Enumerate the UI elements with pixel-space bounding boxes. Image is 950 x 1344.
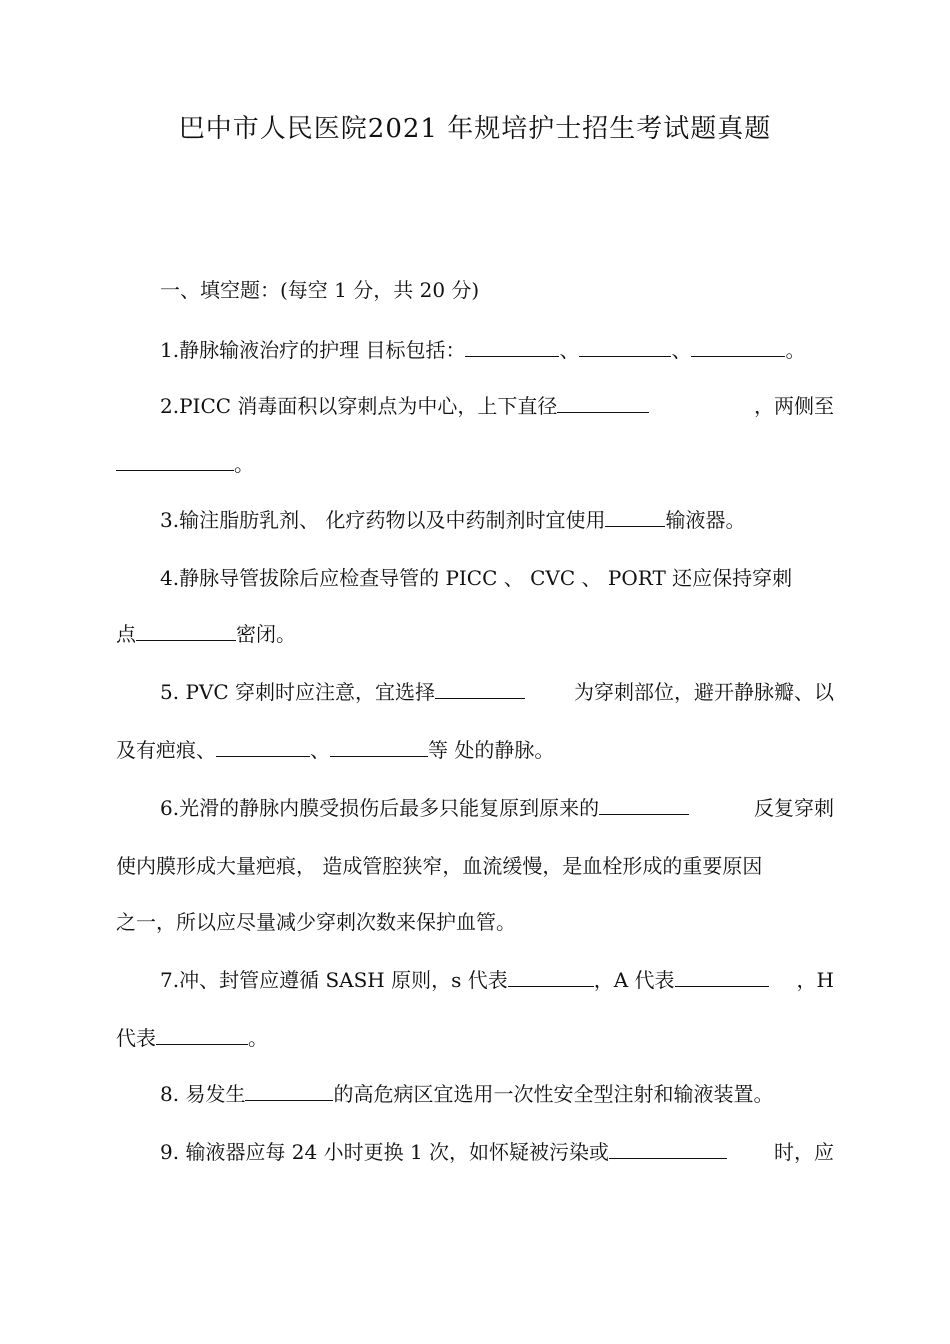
q7-blank-2 <box>675 966 769 987</box>
question-6-line-2: 使内膜形成大量疤痕， 造成管腔狭窄，血流缓慢，是血栓形成的重要原因 <box>116 854 763 878</box>
q2-text-b: ，两侧至 <box>754 394 834 418</box>
q8-prefix: 8. 易发生 <box>160 1082 246 1106</box>
question-3 <box>160 506 745 534</box>
question-2-line-2 <box>116 450 254 478</box>
q5-text-d: 等 处的静脉。 <box>428 738 555 762</box>
q8-blank <box>245 1080 333 1101</box>
question-1 <box>160 336 805 364</box>
q3-suffix: 输液器。 <box>665 508 746 532</box>
q8-suffix: 的高危病区宜选用一次性安全型注射和输液装置。 <box>333 1082 774 1106</box>
q3-blank <box>605 506 665 527</box>
q9-blank <box>609 1138 727 1159</box>
q6-blank <box>599 794 689 815</box>
q1-sep-2: 、 <box>671 338 692 362</box>
q1-blank-1 <box>465 336 559 357</box>
q7-text-a: 7.冲、封管应遵循 SASH 原则，s 代表 <box>160 968 508 992</box>
q4-text-b: 密闭。 <box>236 622 296 646</box>
q2-blank-1 <box>557 392 649 413</box>
question-7-line-2 <box>116 1024 268 1052</box>
q1-end: 。 <box>785 338 806 362</box>
q7-text-b: ，A 代表 <box>593 968 675 992</box>
q1-blank-3 <box>691 336 785 357</box>
q5-blank-1 <box>435 678 525 699</box>
q5-text-c: 及有疤痕、 <box>116 738 216 762</box>
q6-text-a: 6.光滑的静脉内膜受损伤后最多只能复原到原来的 <box>160 796 600 820</box>
q9-prefix: 9. 输液器应每 24 小时更换 1 次，如怀疑被污染或 <box>160 1140 610 1164</box>
q3-prefix: 3.输注脂肪乳剂、 化疗药物以及中药制剂时宜使用 <box>160 508 606 532</box>
q5-sep: 、 <box>310 738 330 762</box>
q7-text-d: 代表 <box>116 1026 156 1050</box>
question-6-line-3: 之一，所以应尽量减少穿刺次数来保护血管。 <box>116 910 516 934</box>
question-8 <box>160 1080 773 1108</box>
q2-end: 。 <box>234 452 254 476</box>
question-7-line-1 <box>160 966 834 994</box>
question-5-line-2 <box>116 736 554 764</box>
q5-text-a: 5. PVC 穿刺时应注意，宜选择 <box>160 680 435 704</box>
q5-blank-2 <box>216 736 310 757</box>
q2-text-a: 2.PICC 消毒面积以穿刺点为中心，上下直径 <box>160 394 558 418</box>
q4-text-a: 点 <box>116 622 136 646</box>
q7-text-c: ，H <box>796 968 834 992</box>
section-heading: 一、填空题：(每空 1 分，共 20 分) <box>160 278 480 302</box>
q7-end: 。 <box>248 1026 268 1050</box>
question-9 <box>160 1138 834 1166</box>
document-title: 巴中市人民医院2021 年规培护士招生考试题真题 <box>178 114 772 144</box>
question-4-line-1: 4.静脉导管拔除后应检查导管的 PICC 、 CVC 、 PORT 还应保持穿刺 <box>160 566 793 590</box>
q5-blank-3 <box>330 736 428 757</box>
q1-sep-1: 、 <box>559 338 580 362</box>
q9-suffix: 时，应 <box>774 1140 834 1164</box>
q7-blank-1 <box>508 966 594 987</box>
q6-text-b: 反复穿刺 <box>754 796 834 820</box>
q5-text-b: 为穿刺部位，避开静脉瓣、以 <box>574 680 834 704</box>
q7-blank-3 <box>156 1024 248 1045</box>
q4-blank <box>136 620 236 641</box>
question-6-line-1 <box>160 794 834 822</box>
question-5-line-1 <box>160 678 834 706</box>
question-2-line-1 <box>160 392 834 420</box>
q1-prefix: 1.静脉输液治疗的护理 目标包括： <box>160 338 466 362</box>
question-4-line-2 <box>116 620 296 648</box>
q1-blank-2 <box>579 336 671 357</box>
q2-blank-2 <box>116 450 234 471</box>
